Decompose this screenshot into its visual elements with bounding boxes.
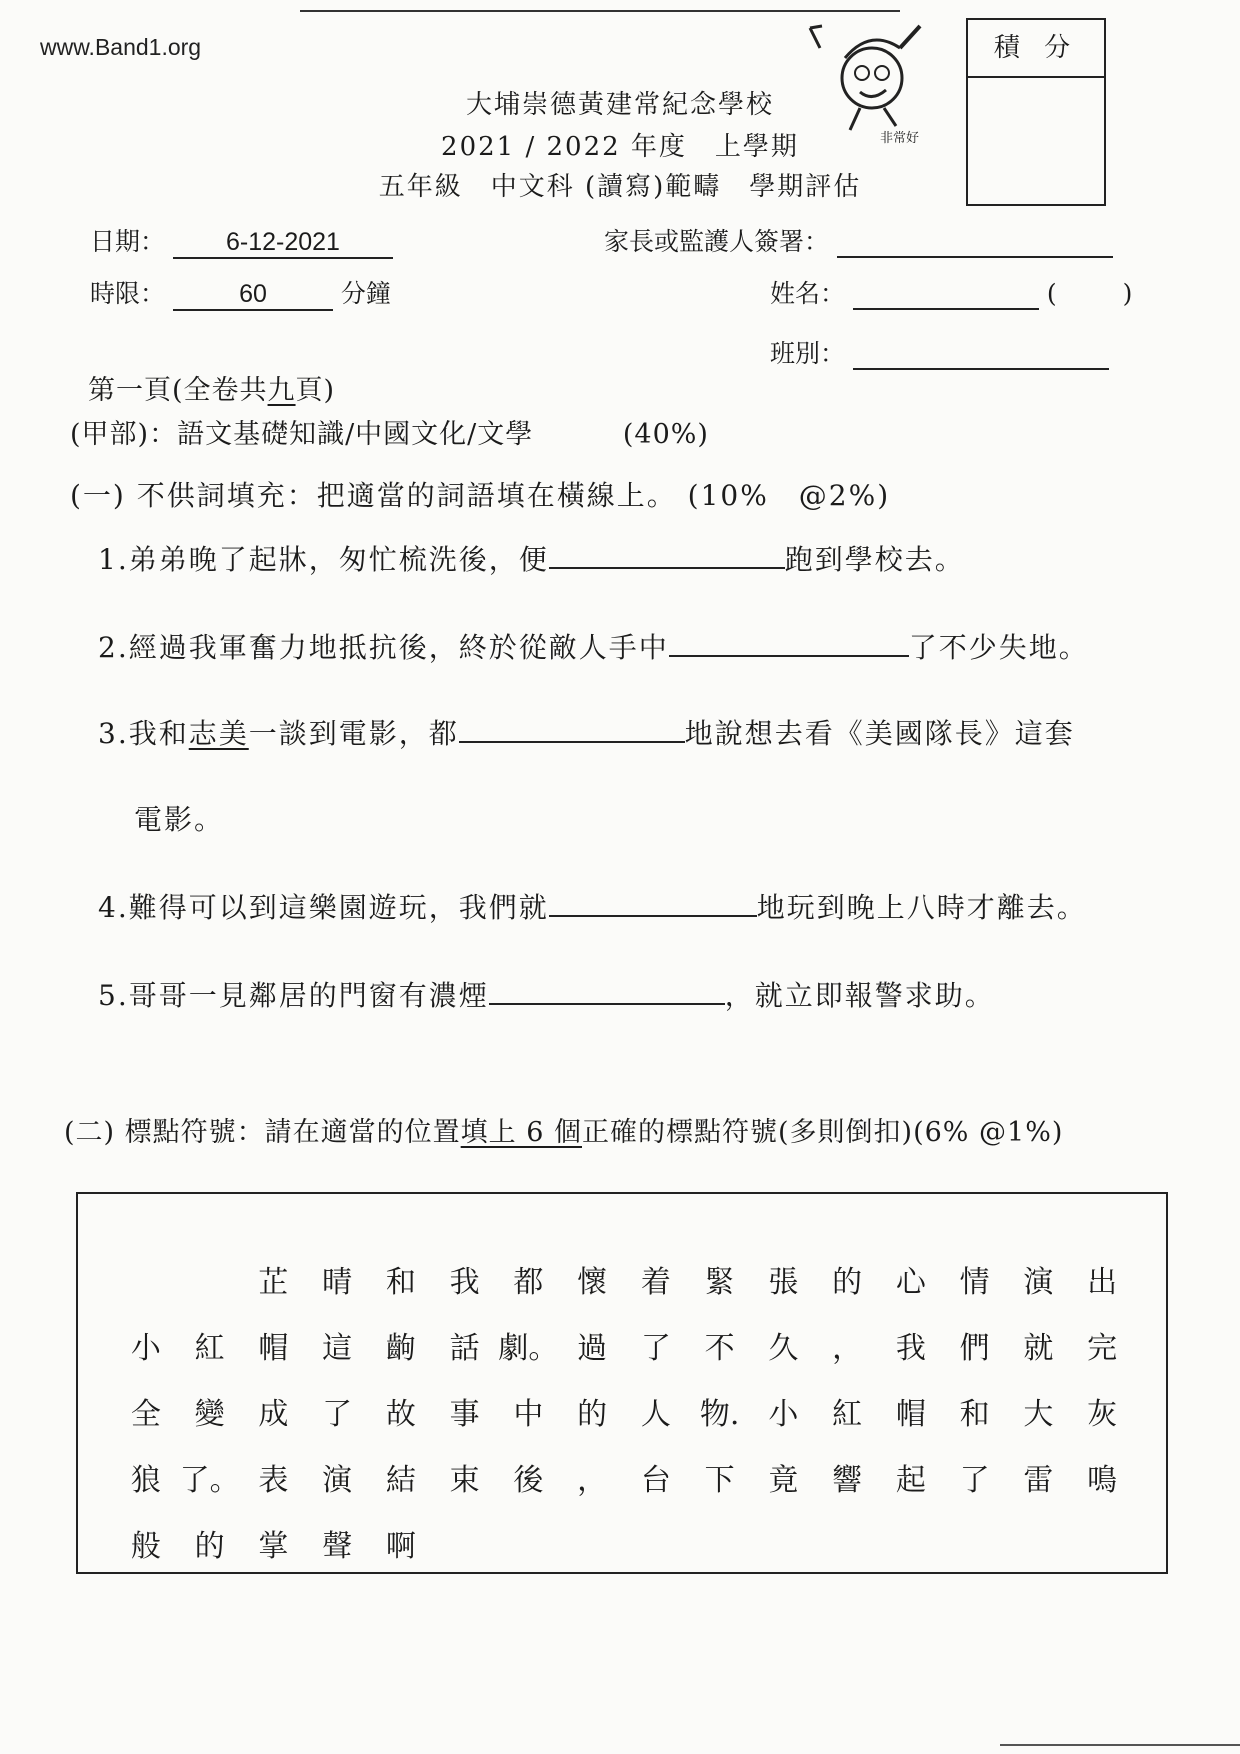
school-year: 2021 / 2022 年度 上學期	[441, 132, 799, 162]
passage-char: 般	[130, 1529, 161, 1564]
passage-char: 啊	[385, 1529, 416, 1564]
passage-char: 紅	[194, 1331, 225, 1366]
name-field	[770, 274, 1132, 310]
question-number: 1.	[98, 543, 129, 576]
question-text: 難得可以到這樂園遊玩，我們就	[128, 891, 549, 924]
passage-row-5	[114, 1510, 1134, 1576]
class-field	[770, 334, 1109, 370]
score-label: 積 分	[968, 20, 1104, 78]
name-line[interactable]	[853, 280, 1039, 310]
page-info	[88, 368, 335, 407]
page-info-suffix: 頁)	[295, 375, 336, 406]
question-number: 5.	[98, 979, 129, 1012]
passage-char: 過	[577, 1331, 608, 1366]
page-info-prefix: 第一頁(全卷共	[88, 375, 268, 406]
passage-char: 的	[832, 1265, 863, 1300]
question-text-after: 跑到學校去。	[784, 543, 965, 576]
section-a-weight: (40%)	[622, 419, 709, 450]
passage-char: 聲	[322, 1529, 353, 1564]
time-unit: 分鐘	[340, 279, 391, 308]
passage-char: 事	[449, 1397, 480, 1432]
passage-char: 緊	[704, 1265, 735, 1300]
passage-row-4	[114, 1444, 1134, 1510]
passage-char: 響	[832, 1463, 863, 1498]
passage-char: 這	[322, 1331, 353, 1366]
passage-char: 表	[258, 1463, 289, 1498]
question-text: 弟弟晚了起牀，匆忙梳洗後，便	[128, 543, 549, 576]
section-a-heading: (甲部)：語文基礎知識/中國文化/文學	[70, 419, 534, 450]
passage-row-2	[114, 1312, 1134, 1378]
question-text-b: 一談到電影，都	[248, 717, 459, 750]
passage-row-3	[114, 1378, 1134, 1444]
passage-char: 狼	[130, 1463, 161, 1498]
paren-open: (	[1046, 279, 1057, 308]
passage-char: 張	[768, 1265, 799, 1300]
passage-char: 出	[1087, 1265, 1118, 1300]
question-1	[98, 538, 965, 578]
passage-char: 晴	[322, 1265, 353, 1300]
passage-char: 小	[130, 1331, 161, 1366]
passage-char: 和	[959, 1397, 990, 1432]
time-value[interactable]: 60	[173, 280, 333, 311]
question-text-after: 地說想去看《美國隊長》這套	[684, 717, 1075, 750]
passage-char: 束	[449, 1463, 480, 1498]
passage-char: 變	[194, 1397, 225, 1432]
mascot-sticker	[800, 18, 950, 152]
passage-char: 情	[959, 1265, 990, 1300]
passage-char: 劇。	[498, 1331, 559, 1366]
passage-char: 後	[513, 1463, 544, 1498]
passage-char: 心	[895, 1265, 926, 1300]
passage-char: 齣	[385, 1331, 416, 1366]
class-line[interactable]	[853, 340, 1109, 370]
passage-char: 懷	[577, 1265, 608, 1300]
passage-char: 小	[768, 1397, 799, 1432]
part1-title: (一) 不供詞填充：把適當的詞語填在橫線上。 (10% @2%)	[70, 479, 891, 512]
passage-char: 的	[577, 1397, 608, 1432]
passage-char: 灰	[1087, 1397, 1118, 1432]
passage-char: ，	[577, 1463, 608, 1498]
passage-char: 就	[1023, 1331, 1054, 1366]
passage-char: 了	[640, 1331, 671, 1366]
passage-grid	[114, 1246, 1134, 1576]
parent-signature-field	[604, 222, 1113, 258]
section-a-title	[70, 412, 709, 451]
parent-signature-line[interactable]	[837, 228, 1113, 258]
passage-char: 我	[895, 1331, 926, 1366]
passage-row-1	[114, 1246, 1134, 1312]
school-name: 大埔崇德黃建常紀念學校	[465, 90, 774, 120]
passage-char: 雷	[1023, 1463, 1054, 1498]
passage-box[interactable]	[76, 1192, 1168, 1574]
passage-char: 帽	[258, 1331, 289, 1366]
passage-char: ，	[832, 1331, 863, 1366]
answer-blank[interactable]	[549, 889, 757, 917]
passage-char: 和	[385, 1265, 416, 1300]
part2-title-a: (二) 標點符號：請在適當的位置	[64, 1117, 461, 1148]
passage-char: 了	[959, 1463, 990, 1498]
passage-char: 物.	[699, 1397, 740, 1432]
bottom-rule	[1000, 1744, 1240, 1746]
answer-blank[interactable]	[549, 541, 785, 569]
score-box[interactable]	[966, 18, 1106, 206]
passage-char: 大	[1023, 1397, 1054, 1432]
passage-char: 芷	[258, 1265, 289, 1300]
proper-name: 志美	[188, 717, 249, 750]
passage-char: 人	[640, 1397, 671, 1432]
passage-char: 竟	[768, 1463, 799, 1498]
question-number: 3.	[98, 717, 129, 750]
part2-title-emphasis: 填上 6 個	[460, 1117, 582, 1148]
passage-char: 全	[130, 1397, 161, 1432]
date-field	[90, 222, 393, 259]
passage-char: 演	[322, 1463, 353, 1498]
passage-char: 起	[895, 1463, 926, 1498]
question-text-after: 了不少失地。	[908, 631, 1089, 664]
question-text: 經過我軍奮力地抵抗後，終於從敵人手中	[128, 631, 669, 664]
part2-title-b: 正確的標點符號(多則倒扣)(6% @1%)	[582, 1117, 1064, 1148]
time-field	[90, 274, 391, 311]
passage-char: 鳴	[1087, 1463, 1118, 1498]
question-3-continued: 電影。	[134, 803, 225, 836]
top-rule	[300, 10, 900, 12]
question-4	[98, 886, 1087, 926]
page-count: 九	[267, 375, 296, 406]
date-label: 日期：	[90, 227, 166, 256]
answer-blank[interactable]	[459, 715, 685, 743]
answer-blank[interactable]	[489, 977, 725, 1005]
question-text: 哥哥一見鄰居的門窗有濃煙	[128, 979, 489, 1012]
passage-char: 中	[513, 1397, 544, 1432]
passage-char: 完	[1087, 1331, 1118, 1366]
question-2	[98, 626, 1089, 666]
name-label: 姓名：	[770, 279, 846, 308]
exam-subject: 五年級 中文科 (讀寫)範疇 學期評估	[378, 172, 862, 202]
passage-char: 話	[449, 1331, 480, 1366]
passage-char: 都	[513, 1265, 544, 1300]
paren-close: )	[1122, 279, 1133, 308]
question-3	[98, 712, 1075, 752]
passage-char: 成	[258, 1397, 289, 1432]
passage-char: 我	[449, 1265, 480, 1300]
passage-char: 着	[640, 1265, 671, 1300]
question-text-after: 地玩到晚上八時才離去。	[756, 891, 1087, 924]
answer-blank[interactable]	[669, 629, 909, 657]
passage-char: 故	[385, 1397, 416, 1432]
watermark: www.Band1.org	[40, 34, 202, 60]
passage-char: 結	[385, 1463, 416, 1498]
sticker-text: 非常好	[880, 131, 920, 146]
question-number: 4.	[98, 891, 129, 924]
passage-char: 紅	[832, 1397, 863, 1432]
parent-label: 家長或監護人簽署：	[604, 227, 830, 256]
passage-char: 掌	[258, 1529, 289, 1564]
passage-char: 演	[1023, 1265, 1054, 1300]
passage-char: 台	[640, 1463, 671, 1498]
part2-title	[64, 1110, 1063, 1149]
passage-char: 了。	[179, 1463, 240, 1498]
question-number: 2.	[98, 631, 129, 664]
passage-char: 久	[768, 1331, 799, 1366]
passage-char: 下	[704, 1463, 735, 1498]
class-label: 班別：	[770, 339, 846, 368]
date-value[interactable]: 6-12-2021	[173, 228, 393, 259]
passage-char: 們	[959, 1331, 990, 1366]
passage-char: 的	[194, 1529, 225, 1564]
question-text: 我和	[128, 717, 189, 750]
question-text-after: ，就立即報警求助。	[724, 979, 995, 1012]
time-label: 時限：	[90, 279, 166, 308]
passage-char: 了	[322, 1397, 353, 1432]
passage-char: 不	[704, 1331, 735, 1366]
passage-char: 帽	[895, 1397, 926, 1432]
question-5	[98, 974, 995, 1014]
